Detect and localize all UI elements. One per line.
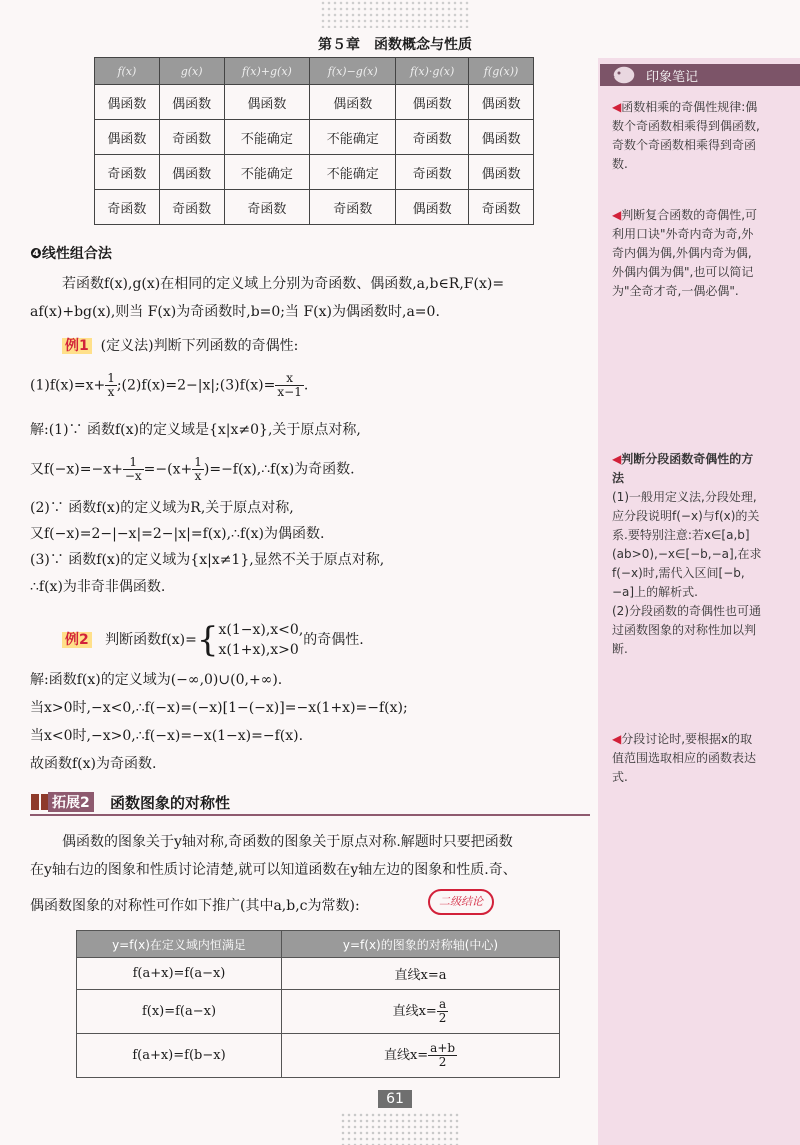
triangle-marker-icon: ◀ (612, 452, 622, 466)
brace: { (196, 620, 219, 660)
sidebar-note-4: ◀分段讨论时,要根据x的取值范围选取相应的函数表达式. (612, 732, 757, 784)
table-header-cell: f(x)−g(x) (310, 58, 396, 85)
fraction: $\frac{1}{-x}$ (124, 455, 142, 483)
table-row (95, 190, 534, 225)
table-header-cell: f(g(x)) (469, 58, 534, 85)
table-cell: 偶函数 (396, 190, 469, 225)
table-header-cell: f(x) (95, 58, 160, 85)
example-1-prompt: 例1 (定义法)判断下列函数的奇偶性: (62, 336, 630, 356)
extension-title: 函数图象的对称性 (110, 794, 231, 812)
table-header-row (95, 58, 534, 85)
table-row (95, 155, 534, 190)
table-cell: f(x)=f(a−x) (77, 990, 282, 1034)
table-cell: 奇函数 (310, 190, 396, 225)
piecewise-cases: x(1−x),x<0, x(1+x),x>0 (218, 622, 304, 658)
table-cell: 奇函数 (159, 120, 224, 155)
header-decoration (320, 0, 470, 28)
paragraph: 偶函数图象的对称性可作如下推广(其中a,b,c为常数): (30, 898, 360, 914)
table-row (77, 958, 560, 990)
paragraph: 若函数f(x),g(x)在相同的定义域上分别为奇函数、偶函数,a,b∈R,F(x)= (62, 276, 505, 292)
conclusion-badge: 二级结论 (428, 889, 494, 915)
section-heading: ❹线性组合法 (30, 246, 112, 262)
table-cell: f(a+x)=f(a−x) (77, 958, 282, 990)
table-cell: 奇函数 (95, 155, 160, 190)
table-cell: 偶函数 (310, 85, 396, 120)
sidebar-note-3: ◀判断分段函数奇偶性的方法 (1)一般用定义法,分段处理,应分段说明f(−x)与f(x)的关系.要特别注意:若x∈[a,b](ab>0),−x∈[−b,−a],在求f(−x)时,需代入区间[−b,−a]上的解析式. (2)分段函数的奇偶性也可通过函数图象的对称性加以判断. (612, 452, 762, 656)
table-cell: 偶函数 (224, 85, 310, 120)
table-header-row (77, 931, 560, 958)
table-cell: 奇函数 (224, 190, 310, 225)
solution-line: 又f(−x)=2−|−x|=2−|x|=f(x),∴f(x)为偶函数. (30, 526, 325, 542)
table-header-cell: y=f(x)的图象的对称轴(中心) (282, 931, 560, 958)
symmetry-table (76, 930, 560, 1078)
table-cell: 不能确定 (224, 155, 310, 190)
extension-tag: 拓展2 (48, 792, 94, 812)
table-row (95, 85, 534, 120)
table-header-cell: f(x)·g(x) (396, 58, 469, 85)
table-cell: 偶函数 (159, 155, 224, 190)
table-cell: 奇函数 (396, 155, 469, 190)
paragraph: 偶函数的图象关于y轴对称,奇函数的图象关于原点对称.解题时只要把函数 (62, 834, 513, 850)
solution-line: 解:函数f(x)的定义域为(−∞,0)∪(0,+∞). (30, 672, 283, 688)
fraction: $\frac{1}{x}$ (107, 371, 115, 399)
table-header-cell: y=f(x)在定义域内恒满足 (77, 931, 282, 958)
table-cell: 直线x= $\frac{a}{2}$ (282, 990, 560, 1034)
solution-line: ∴f(x)为非奇非偶函数. (30, 579, 166, 595)
elephant-icon (606, 60, 638, 88)
table-header-cell: g(x) (159, 58, 224, 85)
table-cell: 不能确定 (224, 120, 310, 155)
solution-line: 故函数f(x)为奇函数. (30, 756, 157, 772)
table-cell: 直线x=a (282, 958, 560, 990)
table-cell: 直线x= $\frac{a+b}{2}$ (282, 1034, 560, 1078)
chapter-title: 第５章 函数概念与性质 (318, 37, 472, 53)
example-tag: 例1 (62, 338, 92, 354)
table-cell: 奇函数 (469, 190, 534, 225)
sidebar-note-2: ◀判断复合函数的奇偶性,可利用口诀"外奇内奇为奇,外奇内偶为偶,外偶内奇为偶,外偶内偶为偶",也可以简记为"全奇才奇,一偶必偶". (612, 208, 758, 298)
table-cell: 偶函数 (95, 85, 160, 120)
solution-line: 又f(−x)=−x+ $\frac{1}{-x}$ =−(x+ $\frac{1}{x}$ )=−f(x),∴f(x)为奇函数. (30, 455, 355, 483)
triangle-marker-icon: ◀ (612, 732, 622, 746)
table-cell: 不能确定 (310, 120, 396, 155)
fraction: $\frac{a+b}{2}$ (430, 1041, 456, 1069)
table-cell: 不能确定 (310, 155, 396, 190)
fraction: $\frac{a}{2}$ (438, 997, 447, 1025)
fraction: $\frac{1}{x}$ (194, 455, 202, 483)
table-row (95, 120, 534, 155)
parity-table (94, 57, 534, 225)
solution-line: 当x>0时,−x<0,∴f(−x)=(−x)[1−(−x)]=−x(1+x)=−f(x); (30, 700, 408, 716)
table-cell: 偶函数 (159, 85, 224, 120)
solution-line: 当x<0时,−x>0,∴f(−x)=−x(1−x)=−f(x). (30, 728, 304, 744)
table-row (77, 1034, 560, 1078)
table-cell: 偶函数 (95, 120, 160, 155)
table-cell: 偶函数 (469, 155, 534, 190)
sidebar-title: 印象笔记 (646, 70, 699, 85)
solution-line: 解:(1)∵ 函数f(x)的定义域是{x|x≠0},关于原点对称, (30, 422, 361, 438)
fraction: $\frac{x}{x-1}$ (277, 371, 302, 399)
paragraph: af(x)+bg(x),则当 F(x)为奇函数时,b=0;当 F(x)为偶函数时,a=0. (30, 304, 440, 320)
triangle-marker-icon: ◀ (612, 100, 622, 114)
solution-line: (2)∵ 函数f(x)的定义域为R,关于原点对称, (30, 500, 294, 516)
solution-line: (3)∵ 函数f(x)的定义域为{x|x≠1},显然不关于原点对称, (30, 552, 385, 568)
paragraph: 在y轴右边的图象和性质讨论清楚,就可以知道函数在y轴左边的图象和性质.奇、 (30, 862, 517, 878)
table-cell: 奇函数 (396, 120, 469, 155)
sidebar-note-1: ◀函数相乘的奇偶性规律:偶数个奇函数相乘得到偶函数,奇数个奇函数相乘得到奇函数. (612, 100, 760, 171)
example-1-questions: (1)f(x)=x+ $\frac{1}{x}$ ;(2)f(x)=2−|x|;(3)f(x)= $\frac{x}{x-1}$ . (30, 371, 309, 399)
table-cell: 奇函数 (159, 190, 224, 225)
table-header-cell: f(x)+g(x) (224, 58, 310, 85)
table-cell: f(a+x)=f(b−x) (77, 1034, 282, 1078)
table-cell: 偶函数 (396, 85, 469, 120)
table-row (77, 990, 560, 1034)
table-cell: 奇函数 (95, 190, 160, 225)
footer-decoration (340, 1112, 460, 1145)
page-number: 61 (378, 1090, 412, 1108)
divider (30, 814, 590, 816)
table-cell: 偶函数 (469, 120, 534, 155)
example-tag: 例2 (62, 632, 92, 648)
table-cell: 偶函数 (469, 85, 534, 120)
triangle-marker-icon: ◀ (612, 208, 622, 222)
example-2-prompt: 例2 判断函数f(x)={x(1−x),x<0, x(1+x),x>0的奇偶性. (62, 620, 630, 660)
book-icon (30, 792, 50, 812)
